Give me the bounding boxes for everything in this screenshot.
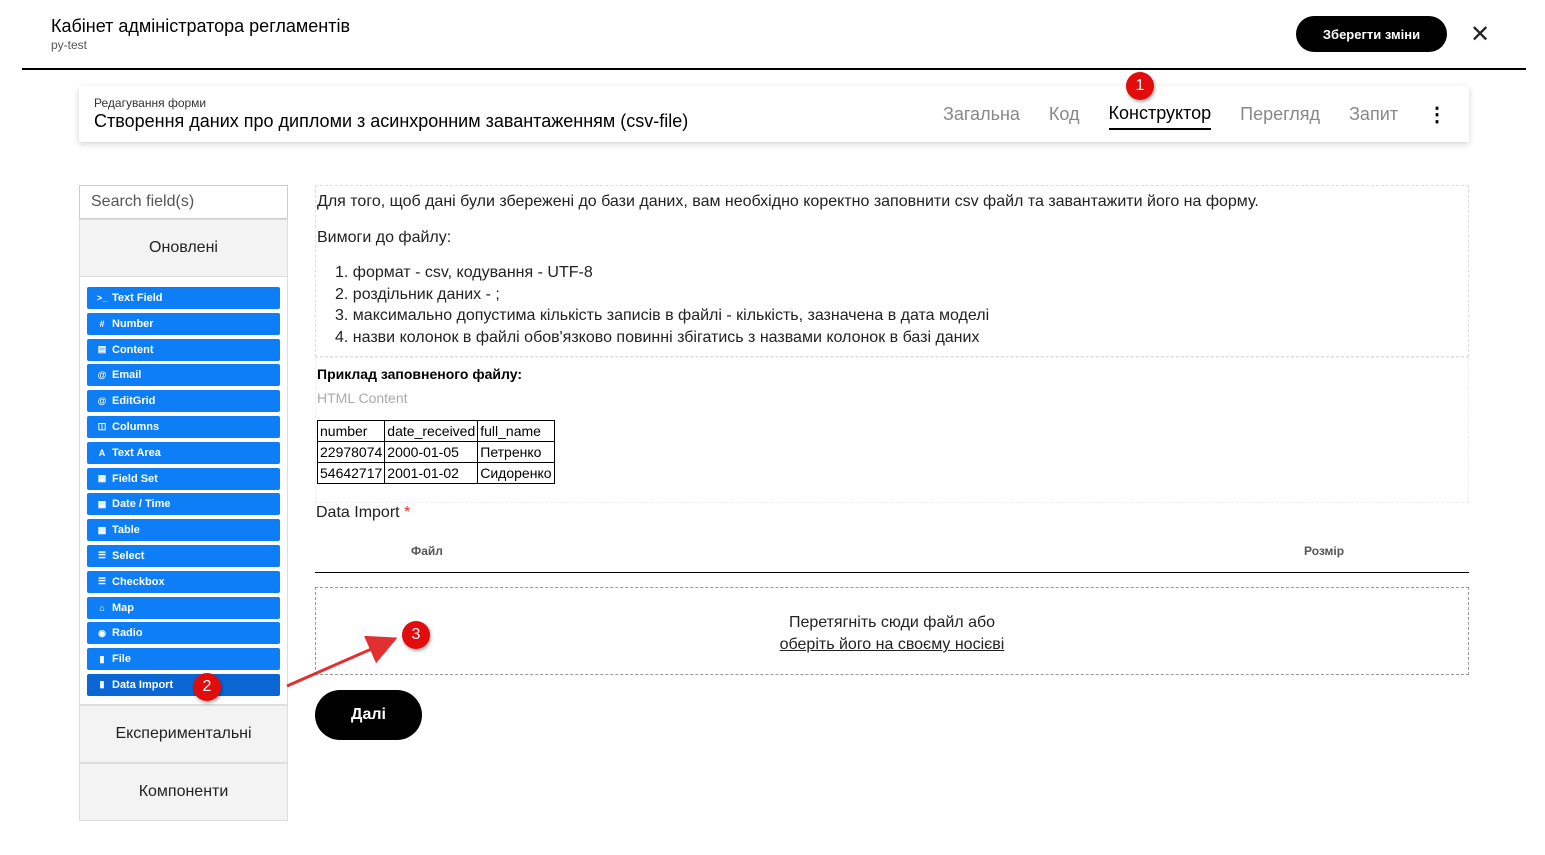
- example-label: Приклад заповненого файлу:: [317, 366, 522, 382]
- tab-constructor[interactable]: Конструктор: [1109, 99, 1212, 130]
- field-icon: ▦: [97, 524, 107, 535]
- field-button-label: Radio: [112, 627, 143, 640]
- field-icon: ▮: [99, 679, 105, 690]
- size-column-header: Розмір: [1304, 544, 1345, 558]
- requirements-list: [335, 262, 1468, 348]
- dropzone-text: Перетягніть сюди файл або: [788, 614, 996, 631]
- field-icon: ▦: [97, 498, 107, 509]
- field-button-label: Table: [112, 524, 140, 537]
- form-title: Створення даних про дипломи з асинхронним завантаженням (csv-file): [94, 111, 689, 131]
- field-icon: >_: [96, 293, 108, 303]
- field-button-label: Text Field: [112, 292, 163, 304]
- field-button-checkbox[interactable]: [87, 571, 280, 593]
- field-icon: @: [97, 396, 107, 407]
- html-content-label: HTML Content: [317, 390, 408, 406]
- required-mark: *: [404, 504, 411, 521]
- data-import-label: [316, 504, 410, 522]
- content-component[interactable]: [315, 185, 1469, 357]
- example-table: [317, 420, 555, 484]
- tab-code[interactable]: Код: [1048, 103, 1080, 124]
- field-button-editgrid[interactable]: [87, 390, 280, 412]
- field-button-label: Number: [112, 317, 154, 330]
- tab-request[interactable]: Запит: [1349, 103, 1398, 124]
- group-experimental-header[interactable]: Експериментальні: [79, 705, 288, 763]
- field-button-label: Checkbox: [112, 575, 165, 588]
- field-button-date-time[interactable]: [87, 493, 280, 515]
- tab-general[interactable]: Загальна: [943, 103, 1020, 124]
- field-button-label: Text Area: [112, 446, 161, 459]
- field-list: [79, 277, 288, 705]
- field-button-select[interactable]: [87, 545, 280, 567]
- field-button-radio[interactable]: [87, 622, 280, 644]
- field-button-label: Columns: [112, 420, 160, 433]
- field-button-label: EditGrid: [112, 395, 156, 408]
- annotation-marker-2: 2: [193, 673, 221, 701]
- field-icon: #: [99, 318, 105, 329]
- field-button-file[interactable]: [87, 648, 280, 670]
- field-button-columns[interactable]: [87, 416, 280, 438]
- file-column-header: Файл: [411, 544, 443, 558]
- field-button-label: Email: [112, 369, 142, 382]
- table-cell: number: [318, 421, 385, 442]
- field-icon: ☰: [97, 550, 107, 561]
- field-icon: ☰: [97, 576, 107, 587]
- html-content-component[interactable]: [315, 357, 1469, 503]
- form-tabs: [943, 86, 1469, 142]
- table-cell: 2000-01-05: [385, 442, 478, 463]
- close-icon[interactable]: ✕: [1469, 20, 1491, 48]
- field-icon: ▮: [99, 653, 105, 664]
- app-header: [22, 0, 1526, 70]
- form-editor-bar: [79, 86, 1469, 142]
- field-icon: @: [97, 370, 107, 381]
- field-button-table[interactable]: [87, 519, 280, 541]
- next-button[interactable]: Далі: [315, 690, 422, 740]
- field-button-label: Map: [112, 601, 134, 614]
- annotation-marker-1: 1: [1126, 72, 1154, 100]
- field-button-data-import[interactable]: [87, 674, 280, 696]
- group-updated-header[interactable]: Оновлені: [79, 219, 288, 277]
- group-components-header[interactable]: Компоненти: [79, 763, 288, 821]
- save-changes-button[interactable]: Зберегти зміни: [1296, 16, 1447, 52]
- field-button-label: Content: [112, 343, 154, 356]
- table-row: [318, 442, 555, 463]
- field-button-label: Field Set: [112, 472, 158, 485]
- table-cell: full_name: [478, 421, 554, 442]
- app-subtitle: py-test: [51, 38, 88, 52]
- requirements-title: Вимоги до файлу:: [317, 229, 452, 246]
- field-button-text-area[interactable]: [87, 442, 280, 464]
- field-button-email[interactable]: [87, 364, 280, 386]
- field-icon: A: [98, 447, 106, 458]
- table-cell: Петренко: [478, 442, 554, 463]
- field-icon: ◉: [98, 627, 106, 638]
- form-bar-label: Редагування форми: [94, 96, 207, 110]
- intro-text: Для того, щоб дані були збережені до бази даних, вам необхідно коректно заповнити csv файл та завантажити його на форму.: [317, 193, 1259, 210]
- list-item: 2. роздільник даних - ;: [335, 285, 500, 303]
- list-item: 4. назви колонок в файлі обов'язково повинні збігатись з назвами колонок в базі даних: [335, 328, 980, 346]
- search-fields-input[interactable]: Search field(s): [79, 185, 288, 219]
- field-button-label: Select: [112, 549, 145, 562]
- table-row: [318, 421, 555, 442]
- more-menu-icon[interactable]: ⋮: [1427, 103, 1447, 126]
- table-cell: 2001-01-02: [385, 463, 478, 484]
- field-icon: ▦: [97, 473, 107, 484]
- file-table-header: [315, 537, 1469, 573]
- field-button-label: Date / Time: [112, 498, 171, 511]
- table-cell: 22978074: [318, 442, 385, 463]
- field-button-label: Data Import: [112, 678, 174, 691]
- table-cell: Сидоренко: [478, 463, 554, 484]
- list-item: 1. формат - csv, кодування - UTF-8: [335, 264, 593, 281]
- file-dropzone[interactable]: [315, 587, 1469, 675]
- table-cell: date_received: [385, 421, 478, 442]
- app-title: Кабінет адміністратора регламентів: [51, 16, 351, 36]
- field-icon: ◫: [97, 421, 107, 432]
- field-button-label: File: [112, 653, 131, 666]
- list-item: 3. максимально допустима кількість записів в файлі - кількість, зазначена в дата моделі: [335, 307, 990, 324]
- field-icon: ⌂: [99, 602, 105, 613]
- table-row: [318, 463, 555, 484]
- browse-file-link[interactable]: оберіть його на своєму носієві: [779, 636, 1005, 653]
- field-button-field-set[interactable]: [87, 468, 280, 490]
- table-cell: 54642717: [318, 463, 385, 484]
- component-sidebar: [79, 185, 288, 821]
- form-canvas: [315, 185, 1469, 723]
- annotation-marker-3: 3: [402, 621, 430, 649]
- field-button-text-field[interactable]: [87, 287, 280, 309]
- field-icon: ▤: [97, 344, 107, 355]
- field-button-number[interactable]: [87, 313, 280, 335]
- field-button-map[interactable]: [87, 597, 280, 619]
- data-import-label-text: Data Import: [316, 504, 400, 521]
- field-button-content[interactable]: [87, 339, 280, 361]
- tab-preview[interactable]: Перегляд: [1240, 103, 1321, 124]
